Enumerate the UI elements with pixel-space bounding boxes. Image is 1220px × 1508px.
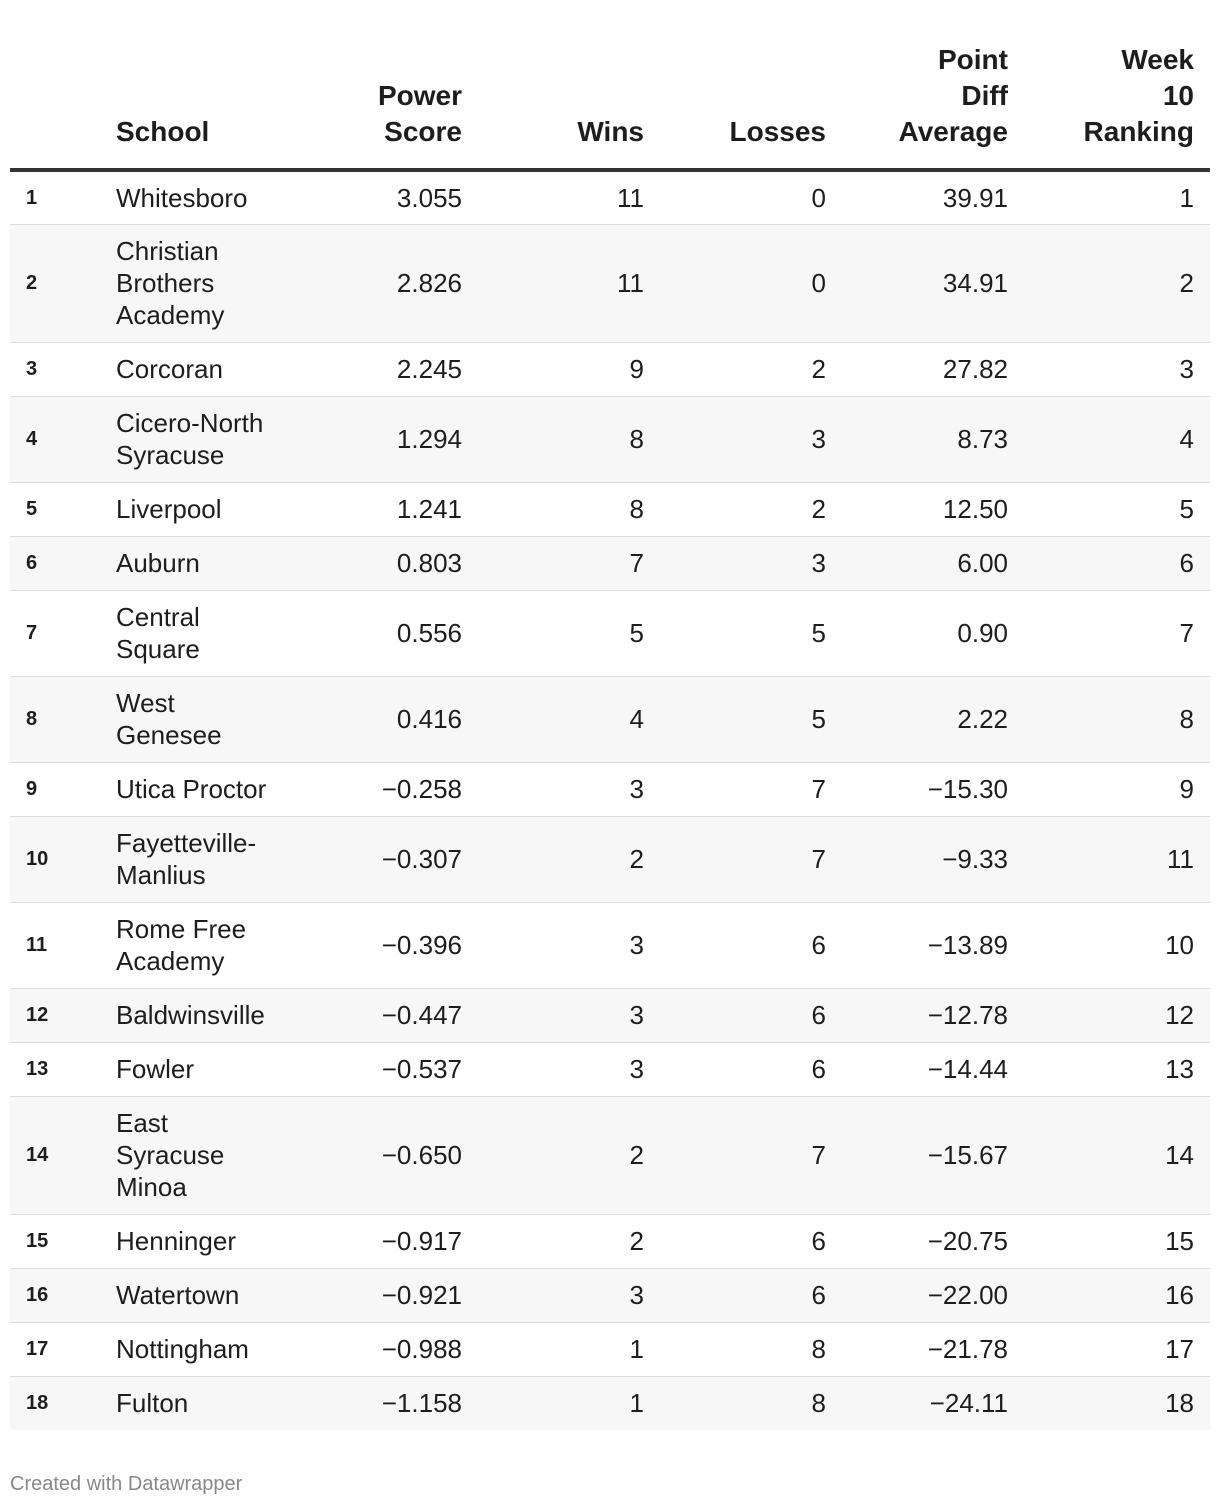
header-wins[interactable] (466, 0, 648, 170)
table-row (10, 342, 1210, 396)
point-diff-average-cell: −12.78 (830, 988, 1012, 1042)
table-row (10, 1096, 1210, 1214)
power-score-cell: −0.447 (298, 988, 466, 1042)
rank-cell: 18 (10, 1376, 102, 1430)
wins-cell: 2 (466, 816, 648, 902)
header-losses[interactable] (648, 0, 830, 170)
power-score-cell: 0.416 (298, 676, 466, 762)
school-cell: Watertown (102, 1268, 298, 1322)
table-row (10, 224, 1210, 342)
school-cell: Rome Free Academy (102, 902, 298, 988)
week-10-ranking-cell: 16 (1012, 1268, 1210, 1322)
rank-cell: 3 (10, 342, 102, 396)
header-power-line-2: Score (384, 116, 462, 147)
week-10-ranking-cell: 9 (1012, 762, 1210, 816)
point-diff-average-cell: 39.91 (830, 170, 1012, 224)
point-diff-average-cell: 12.50 (830, 482, 1012, 536)
week-10-ranking-cell: 14 (1012, 1096, 1210, 1214)
power-score-cell: −0.921 (298, 1268, 466, 1322)
rank-cell: 13 (10, 1042, 102, 1096)
wins-cell: 3 (466, 1042, 648, 1096)
school-cell: Liverpool (102, 482, 298, 536)
losses-cell: 7 (648, 1096, 830, 1214)
power-score-cell: 1.294 (298, 396, 466, 482)
losses-cell: 3 (648, 536, 830, 590)
header-rank[interactable] (10, 0, 102, 170)
wins-cell: 8 (466, 482, 648, 536)
week-10-ranking-cell: 2 (1012, 224, 1210, 342)
point-diff-average-cell: 0.90 (830, 590, 1012, 676)
losses-cell: 8 (648, 1322, 830, 1376)
wins-cell: 2 (466, 1214, 648, 1268)
losses-cell: 5 (648, 590, 830, 676)
table-row (10, 762, 1210, 816)
header-school[interactable] (102, 0, 298, 170)
wins-cell: 4 (466, 676, 648, 762)
losses-cell: 3 (648, 396, 830, 482)
header-point-diff-average[interactable] (830, 0, 1012, 170)
point-diff-average-cell: 8.73 (830, 396, 1012, 482)
power-score-cell: 2.245 (298, 342, 466, 396)
week-10-ranking-cell: 8 (1012, 676, 1210, 762)
table-header-row (10, 0, 1210, 170)
losses-cell: 6 (648, 1268, 830, 1322)
header-week-line-2: 10 (1162, 80, 1194, 111)
school-cell: Central Square (102, 590, 298, 676)
school-cell: Corcoran (102, 342, 298, 396)
header-week-10-ranking[interactable] (1012, 0, 1210, 170)
table-row (10, 676, 1210, 762)
week-10-ranking-cell: 1 (1012, 170, 1210, 224)
point-diff-average-cell: −20.75 (830, 1214, 1012, 1268)
rank-cell: 4 (10, 396, 102, 482)
wins-cell: 9 (466, 342, 648, 396)
power-score-cell: −0.917 (298, 1214, 466, 1268)
table-row (10, 988, 1210, 1042)
point-diff-average-cell: 27.82 (830, 342, 1012, 396)
header-week-line-3: Ranking (1083, 116, 1194, 147)
table-row (10, 482, 1210, 536)
wins-cell: 3 (466, 1268, 648, 1322)
table-row (10, 1042, 1210, 1096)
table-row (10, 1322, 1210, 1376)
table-row (10, 1214, 1210, 1268)
rank-cell: 2 (10, 224, 102, 342)
school-cell: Baldwinsville (102, 988, 298, 1042)
rank-cell: 15 (10, 1214, 102, 1268)
losses-cell: 6 (648, 988, 830, 1042)
school-cell: Whitesboro (102, 170, 298, 224)
week-10-ranking-cell: 7 (1012, 590, 1210, 676)
power-score-cell: −0.650 (298, 1096, 466, 1214)
rank-cell: 1 (10, 170, 102, 224)
point-diff-average-cell: −24.11 (830, 1376, 1012, 1430)
school-cell: East Syracuse Minoa (102, 1096, 298, 1214)
week-10-ranking-cell: 17 (1012, 1322, 1210, 1376)
power-score-cell: −0.396 (298, 902, 466, 988)
table-row (10, 170, 1210, 224)
header-pda-line-3: Average (898, 116, 1008, 147)
point-diff-average-cell: −15.67 (830, 1096, 1012, 1214)
table-row (10, 1376, 1210, 1430)
week-10-ranking-cell: 15 (1012, 1214, 1210, 1268)
rank-cell: 17 (10, 1322, 102, 1376)
losses-cell: 0 (648, 170, 830, 224)
week-10-ranking-cell: 6 (1012, 536, 1210, 590)
school-cell: Utica Proctor (102, 762, 298, 816)
week-10-ranking-cell: 5 (1012, 482, 1210, 536)
rank-cell: 6 (10, 536, 102, 590)
losses-cell: 5 (648, 676, 830, 762)
power-rankings-table-container (10, 0, 1210, 1430)
point-diff-average-cell: −14.44 (830, 1042, 1012, 1096)
wins-cell: 3 (466, 762, 648, 816)
wins-cell: 7 (466, 536, 648, 590)
rank-cell: 16 (10, 1268, 102, 1322)
school-cell: Fayetteville-Manlius (102, 816, 298, 902)
header-wins-label: Wins (577, 116, 644, 147)
school-cell: Christian Brothers Academy (102, 224, 298, 342)
week-10-ranking-cell: 4 (1012, 396, 1210, 482)
header-week-line-1: Week (1121, 44, 1194, 75)
school-cell: Cicero-North Syracuse (102, 396, 298, 482)
week-10-ranking-cell: 18 (1012, 1376, 1210, 1430)
power-rankings-table (10, 0, 1210, 1430)
losses-cell: 8 (648, 1376, 830, 1430)
losses-cell: 7 (648, 816, 830, 902)
losses-cell: 6 (648, 902, 830, 988)
losses-cell: 0 (648, 224, 830, 342)
wins-cell: 2 (466, 1096, 648, 1214)
losses-cell: 2 (648, 482, 830, 536)
school-cell: West Genesee (102, 676, 298, 762)
power-score-cell: −0.307 (298, 816, 466, 902)
header-power-line-1: Power (377, 80, 462, 111)
table-row (10, 396, 1210, 482)
losses-cell: 2 (648, 342, 830, 396)
table-body (10, 170, 1210, 1430)
school-cell: Henninger (102, 1214, 298, 1268)
losses-cell: 7 (648, 762, 830, 816)
point-diff-average-cell: −22.00 (830, 1268, 1012, 1322)
week-10-ranking-cell: 13 (1012, 1042, 1210, 1096)
power-score-cell: 0.556 (298, 590, 466, 676)
header-power-score[interactable] (298, 0, 466, 170)
rank-cell: 14 (10, 1096, 102, 1214)
wins-cell: 1 (466, 1322, 648, 1376)
wins-cell: 5 (466, 590, 648, 676)
point-diff-average-cell: −15.30 (830, 762, 1012, 816)
rank-cell: 9 (10, 762, 102, 816)
losses-cell: 6 (648, 1042, 830, 1096)
wins-cell: 8 (466, 396, 648, 482)
rank-cell: 7 (10, 590, 102, 676)
header-losses-label: Losses (729, 116, 826, 147)
table-row (10, 902, 1210, 988)
point-diff-average-cell: −13.89 (830, 902, 1012, 988)
point-diff-average-cell: 6.00 (830, 536, 1012, 590)
power-score-cell: −1.158 (298, 1376, 466, 1430)
header-pda-line-1: Point (938, 44, 1008, 75)
week-10-ranking-cell: 11 (1012, 816, 1210, 902)
power-score-cell: −0.537 (298, 1042, 466, 1096)
school-cell: Fowler (102, 1042, 298, 1096)
header-pda-line-2: Diff (961, 80, 1008, 111)
week-10-ranking-cell: 3 (1012, 342, 1210, 396)
school-cell: Nottingham (102, 1322, 298, 1376)
wins-cell: 1 (466, 1376, 648, 1430)
wins-cell: 11 (466, 170, 648, 224)
table-row (10, 1268, 1210, 1322)
rank-cell: 12 (10, 988, 102, 1042)
school-cell: Auburn (102, 536, 298, 590)
table-row (10, 536, 1210, 590)
table-row (10, 816, 1210, 902)
datawrapper-credit[interactable]: Created with Datawrapper (10, 1473, 243, 1495)
school-cell: Fulton (102, 1376, 298, 1430)
power-score-cell: 2.826 (298, 224, 466, 342)
header-school-label: School (116, 116, 210, 147)
power-score-cell: −0.258 (298, 762, 466, 816)
rank-cell: 8 (10, 676, 102, 762)
losses-cell: 6 (648, 1214, 830, 1268)
point-diff-average-cell: −21.78 (830, 1322, 1012, 1376)
point-diff-average-cell: 34.91 (830, 224, 1012, 342)
wins-cell: 11 (466, 224, 648, 342)
wins-cell: 3 (466, 988, 648, 1042)
power-score-cell: 3.055 (298, 170, 466, 224)
power-score-cell: −0.988 (298, 1322, 466, 1376)
table-row (10, 590, 1210, 676)
wins-cell: 3 (466, 902, 648, 988)
rank-cell: 11 (10, 902, 102, 988)
power-score-cell: 1.241 (298, 482, 466, 536)
point-diff-average-cell: 2.22 (830, 676, 1012, 762)
week-10-ranking-cell: 12 (1012, 988, 1210, 1042)
point-diff-average-cell: −9.33 (830, 816, 1012, 902)
rank-cell: 10 (10, 816, 102, 902)
power-score-cell: 0.803 (298, 536, 466, 590)
week-10-ranking-cell: 10 (1012, 902, 1210, 988)
rank-cell: 5 (10, 482, 102, 536)
